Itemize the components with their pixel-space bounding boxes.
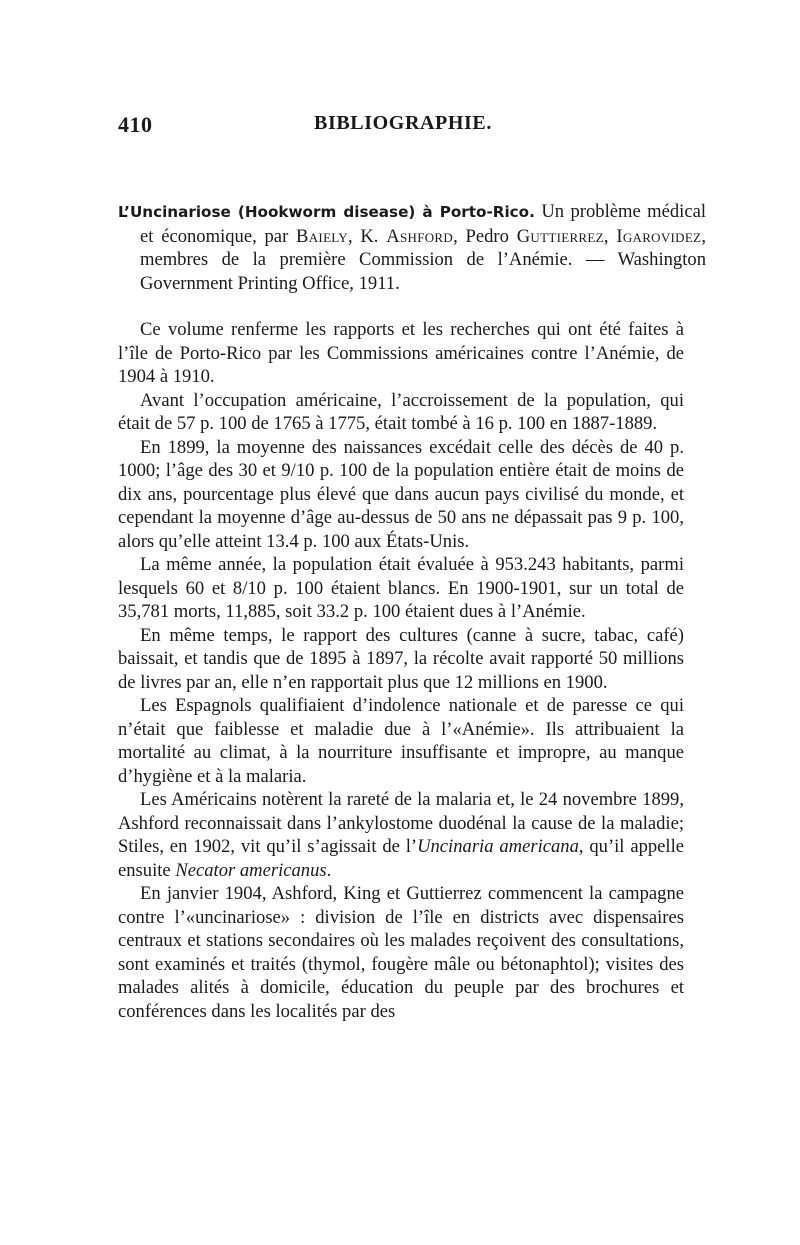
- entry-text: ,: [603, 225, 617, 247]
- entry-text: Un problème médical et économique, par: [140, 201, 706, 247]
- paragraph-text: .: [326, 859, 332, 881]
- running-title: BIBLIOGRAPHIE.: [314, 112, 492, 134]
- author-name: Baiely: [296, 225, 348, 247]
- author-name: Ashford: [386, 225, 454, 247]
- paragraph: En 1899, la moyenne des naissances excédait celle des décès de 40 p. 1000; l’âge des 30 et 9/10 p. 100 de la population entière était de moins de dix ans, pourcentage plus élevé que dans aucun pays civilisé du monde, et cependant la moyenne d’âge au-dessus de 50 ans ne dépassait pas 9 p. 100, alors qu’elle atteint 13.4 p. 100 aux États-Unis.: [118, 436, 684, 552]
- entry-text: , membres de la première Commission de l’Anémie. — Washington Government Printing Office, 1911.: [140, 225, 706, 294]
- bibliography-entry: [118, 200, 706, 295]
- paragraph-text: , qu’il appelle ensuite: [118, 836, 684, 881]
- entry-text: , Pedro: [453, 225, 517, 247]
- paragraph: [118, 788, 684, 882]
- species-name: Necator americanus: [175, 859, 327, 881]
- paragraph: En janvier 1904, Ashford, King et Guttierrez commencent la campagne contre l’«uncinariose» : division de l’île en districts avec dispensaires centraux et stations secondaires où les malades reçoivent des consultations, sont examinés et traités (thymol, fougère mâle ou bétonaphtol); visites des malades alités à domicile, éducation du peuple par des brochures et conférences dans les localités par des: [118, 883, 684, 1022]
- page-number: 410: [118, 112, 153, 137]
- review-body: [118, 318, 684, 1023]
- author-name: Igarovidez: [616, 225, 702, 247]
- page-header: [118, 112, 688, 142]
- entry-title: L’Uncinariose (Hookworm disease) à Porto-Rico.: [118, 203, 535, 221]
- paragraph: En même temps, le rapport des cultures (canne à sucre, tabac, café) baissait, et tandis que de 1895 à 1897, la récolte avait rapporté 50 millions de livres par an, elle n’en rapportait plus que 12 millions en 1900.: [118, 624, 684, 693]
- paragraph: Ce volume renferme les rapports et les recherches qui ont été faites à l’île de Porto-Rico par les Commissions américaines contre l’Anémie, de 1904 à 1910.: [118, 319, 684, 387]
- paragraph: La même année, la population était évaluée à 953.243 habitants, parmi lesquels 60 et 8/10 p. 100 étaient blancs. En 1900-1901, sur un total de 35,781 morts, 11,885, soit 33.2 p. 100 étaient dues à l’Anémie.: [118, 554, 684, 622]
- paragraph: Les Espagnols qualifiaient d’indolence nationale et de paresse ce qui n’était que faiblesse et maladie due à l’«Anémie». Ils attribuaient la mortalité au climat, à la nourriture insuffisante et impropre, au manque d’hygiène et à la malaria.: [118, 695, 684, 787]
- paragraph: Avant l’occupation américaine, l’accroissement de la population, qui était de 57 p. 100 de 1765 à 1775, était tombé à 16 p. 100 en 1887-1889.: [118, 389, 684, 434]
- paragraph-text: Les Américains notèrent la rareté de la malaria et, le 24 novembre 1899, Ashford reconnaissait dans l’ankylostome duodénal la cause de la maladie; Stiles, en 1902, vit qu’il s’agissait de l’: [118, 789, 684, 857]
- entry-text: , K.: [347, 225, 387, 247]
- author-name: Guttierrez: [516, 225, 604, 247]
- species-name: Uncinaria americana: [417, 836, 579, 857]
